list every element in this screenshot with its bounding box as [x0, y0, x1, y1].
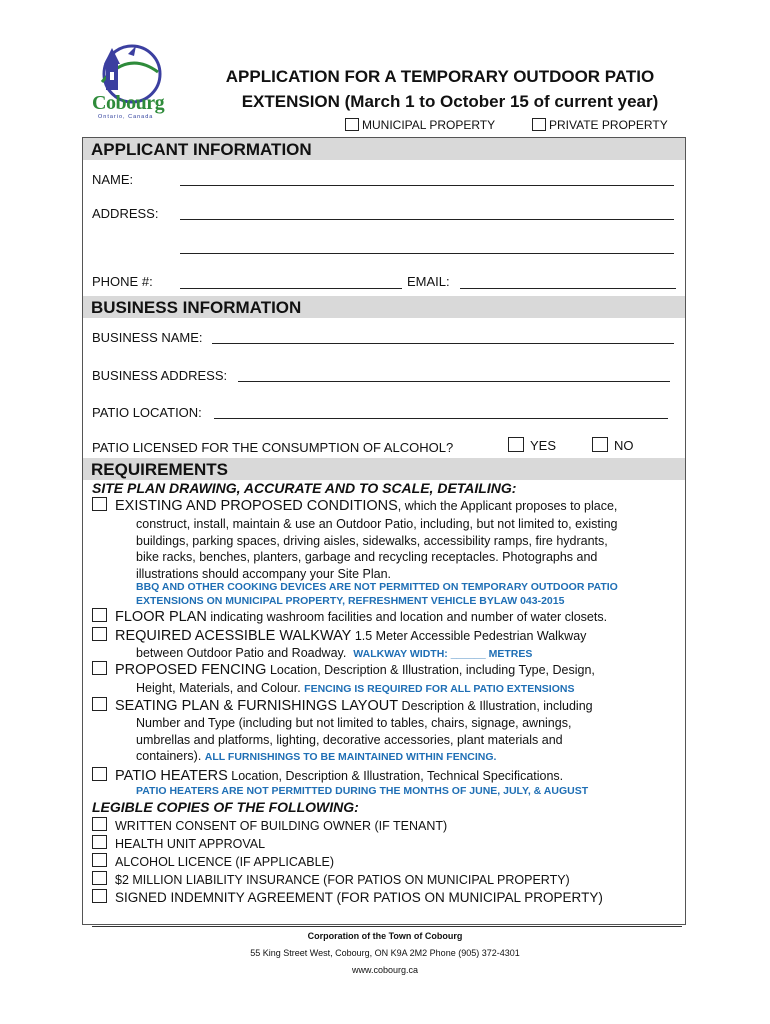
seating-title: SEATING PLAN & FURNISHINGS LAYOUT [115, 698, 399, 714]
bbq-notice-line2: EXTENSIONS ON MUNICIPAL PROPERTY, REFRESHMENT VEHICLE BYLAW 043-2015 [136, 595, 565, 607]
owner-consent-label: WRITTEN CONSENT OF BUILDING OWNER (IF TENANT) [115, 819, 448, 833]
patio-location-field[interactable] [214, 418, 668, 419]
footer-organization: Corporation of the Town of Cobourg [307, 931, 463, 941]
existing-line-2: construct, install, maintain & use an Outdoor Patio, including, but not limited to, existing [136, 517, 618, 531]
bbq-notice-line1: BBQ AND OTHER COOKING DEVICES ARE NOT PERMITTED ON TEMPORARY OUTDOOR PATIO [136, 581, 618, 593]
bbq-notice [136, 580, 618, 608]
fencing-checkbox[interactable] [92, 661, 107, 675]
walkway-item[interactable] [92, 627, 586, 644]
address-field-1[interactable] [180, 219, 674, 220]
requirements-section-heading: REQUIREMENTS [83, 458, 685, 480]
business-section-heading: BUSINESS INFORMATION [83, 296, 685, 318]
existing-line-3: buildings, parking spaces, driving aisles, sidewalks, accessibility ramps, fire hydrants, [136, 533, 608, 548]
copy-item-insurance[interactable] [92, 871, 570, 887]
form-title-line1: APPLICATION FOR A TEMPORARY OUTDOOR PATIO [225, 67, 655, 86]
existing-conditions-details [136, 516, 676, 582]
phone-field[interactable] [180, 288, 402, 289]
legible-copies-heading: LEGIBLE COPIES OF THE FOLLOWING: [92, 799, 359, 815]
footer-address: 55 King Street West, Cobourg, ON K9A 2M2 Phone (905) 372-4301 [250, 948, 520, 958]
existing-conditions-title: EXISTING AND PROPOSED CONDITIONS [115, 498, 398, 514]
fencing-details [136, 680, 676, 698]
municipal-property-label: MUNICIPAL PROPERTY [362, 118, 496, 132]
health-unit-label: HEALTH UNIT APPROVAL [115, 837, 266, 851]
business-name-field[interactable] [212, 343, 674, 344]
walkway-text: 1.5 Meter Accessible Pedestrian Walkway [351, 629, 587, 643]
existing-line-4: bike racks, benches, planters, garbage and recycling receptacles. Photographs and [136, 550, 598, 564]
fencing-text: Location, Description & Illustration, including Type, Design, [266, 663, 595, 677]
logo-subtitle: Ontario, Canada [98, 114, 154, 120]
copy-item-indemnity[interactable] [92, 889, 603, 905]
business-address-label: BUSINESS ADDRESS: [92, 368, 228, 383]
private-property-checkbox[interactable] [532, 118, 546, 131]
indemnity-label: SIGNED INDEMNITY AGREEMENT (FOR PATIOS ON MUNICIPAL PROPERTY) [115, 890, 603, 905]
seating-line-3: umbrellas and platforms, lighting, decorative accessories, plant materials and [136, 732, 563, 747]
indemnity-checkbox[interactable] [92, 889, 107, 903]
private-property-option[interactable] [532, 118, 668, 132]
heaters-item[interactable] [92, 767, 563, 784]
address-label: ADDRESS: [92, 206, 159, 221]
site-plan-heading: SITE PLAN DRAWING, ACCURATE AND TO SCALE, DETAILING: [92, 480, 517, 496]
email-label: EMAIL: [407, 274, 450, 289]
heaters-checkbox[interactable] [92, 767, 107, 781]
phone-label: PHONE #: [92, 274, 153, 289]
footer-rule [92, 926, 682, 927]
alcohol-no-option[interactable] [592, 437, 634, 453]
copy-item-alcohol-licence[interactable] [92, 853, 334, 869]
copy-item-health-unit[interactable] [92, 835, 265, 851]
walkway-checkbox[interactable] [92, 627, 107, 641]
municipal-property-checkbox[interactable] [345, 118, 359, 131]
floor-plan-title: FLOOR PLAN [115, 609, 207, 625]
applicant-section-heading: APPLICANT INFORMATION [83, 138, 685, 160]
insurance-checkbox[interactable] [92, 871, 107, 885]
alcohol-licence-label: ALCOHOL LICENCE (IF APPLICABLE) [115, 855, 335, 869]
seating-details [136, 715, 676, 766]
address-field-2[interactable] [180, 253, 674, 254]
heaters-text: Location, Description & Illustration, Technical Specifications. [227, 769, 564, 783]
alcohol-yes-option[interactable] [508, 437, 556, 453]
email-field[interactable] [460, 288, 676, 289]
floor-plan-item[interactable] [92, 608, 607, 625]
walkway-line-2: between Outdoor Patio and Roadway. [136, 646, 347, 660]
alcohol-yes-label: YES [530, 438, 557, 453]
name-field[interactable] [180, 185, 674, 186]
alcohol-no-label: NO [614, 438, 634, 453]
copy-item-owner-consent[interactable] [92, 817, 447, 833]
heaters-title: PATIO HEATERS [115, 768, 228, 784]
heaters-note: PATIO HEATERS ARE NOT PERMITTED DURING THE MONTHS OF JUNE, JULY, & AUGUST [136, 785, 589, 797]
business-name-label: BUSINESS NAME: [92, 330, 203, 345]
alcohol-licence-checkbox[interactable] [92, 853, 107, 867]
seating-item[interactable] [92, 697, 593, 714]
walkway-title: REQUIRED ACESSIBLE WALKWAY [115, 628, 352, 644]
health-unit-checkbox[interactable] [92, 835, 107, 849]
owner-consent-checkbox[interactable] [92, 817, 107, 831]
floor-plan-checkbox[interactable] [92, 608, 107, 622]
insurance-label: $2 MILLION LIABILITY INSURANCE (FOR PATIOS ON MUNICIPAL PROPERTY) [115, 873, 570, 887]
logo-name: Cobourg [92, 92, 165, 114]
walkway-details [136, 645, 676, 663]
walkway-width-field[interactable]: WALKWAY WIDTH: ______ METRES [353, 648, 533, 660]
form-title-line2: EXTENSION (March 1 to October 15 of current year) [241, 92, 659, 111]
seating-line-2: Number and Type (including but not limited to tables, chairs, signage, awnings, [136, 716, 572, 730]
fencing-line-2: Height, Materials, and Colour. [136, 681, 301, 695]
seating-line-4: containers). [136, 749, 202, 763]
alcohol-question: PATIO LICENSED FOR THE CONSUMPTION OF ALCOHOL? [92, 440, 454, 455]
existing-conditions-item[interactable] [92, 497, 617, 514]
name-label: NAME: [92, 172, 134, 187]
floor-plan-text: indicating washroom facilities and location and number of water closets. [206, 610, 608, 624]
fencing-item[interactable] [92, 661, 595, 678]
seating-checkbox[interactable] [92, 697, 107, 711]
business-address-field[interactable] [238, 381, 670, 382]
municipal-property-option[interactable] [345, 118, 495, 132]
footer-website[interactable]: www.cobourg.ca [351, 965, 419, 975]
existing-conditions-checkbox[interactable] [92, 497, 107, 511]
patio-location-label: PATIO LOCATION: [92, 405, 202, 420]
fencing-note: FENCING IS REQUIRED FOR ALL PATIO EXTENSIONS [304, 683, 575, 695]
seating-note: ALL FURNISHINGS TO BE MAINTAINED WITHIN FENCING. [204, 751, 497, 763]
alcohol-no-checkbox[interactable] [592, 437, 608, 452]
private-property-label: PRIVATE PROPERTY [549, 118, 668, 132]
existing-line-5: illustrations should accompany your Site Plan. [136, 566, 391, 581]
fencing-title: PROPOSED FENCING [115, 662, 267, 678]
alcohol-yes-checkbox[interactable] [508, 437, 524, 452]
seating-text: Description & Illustration, including [398, 699, 593, 713]
existing-conditions-text: , which the Applicant proposes to place, [397, 499, 618, 513]
